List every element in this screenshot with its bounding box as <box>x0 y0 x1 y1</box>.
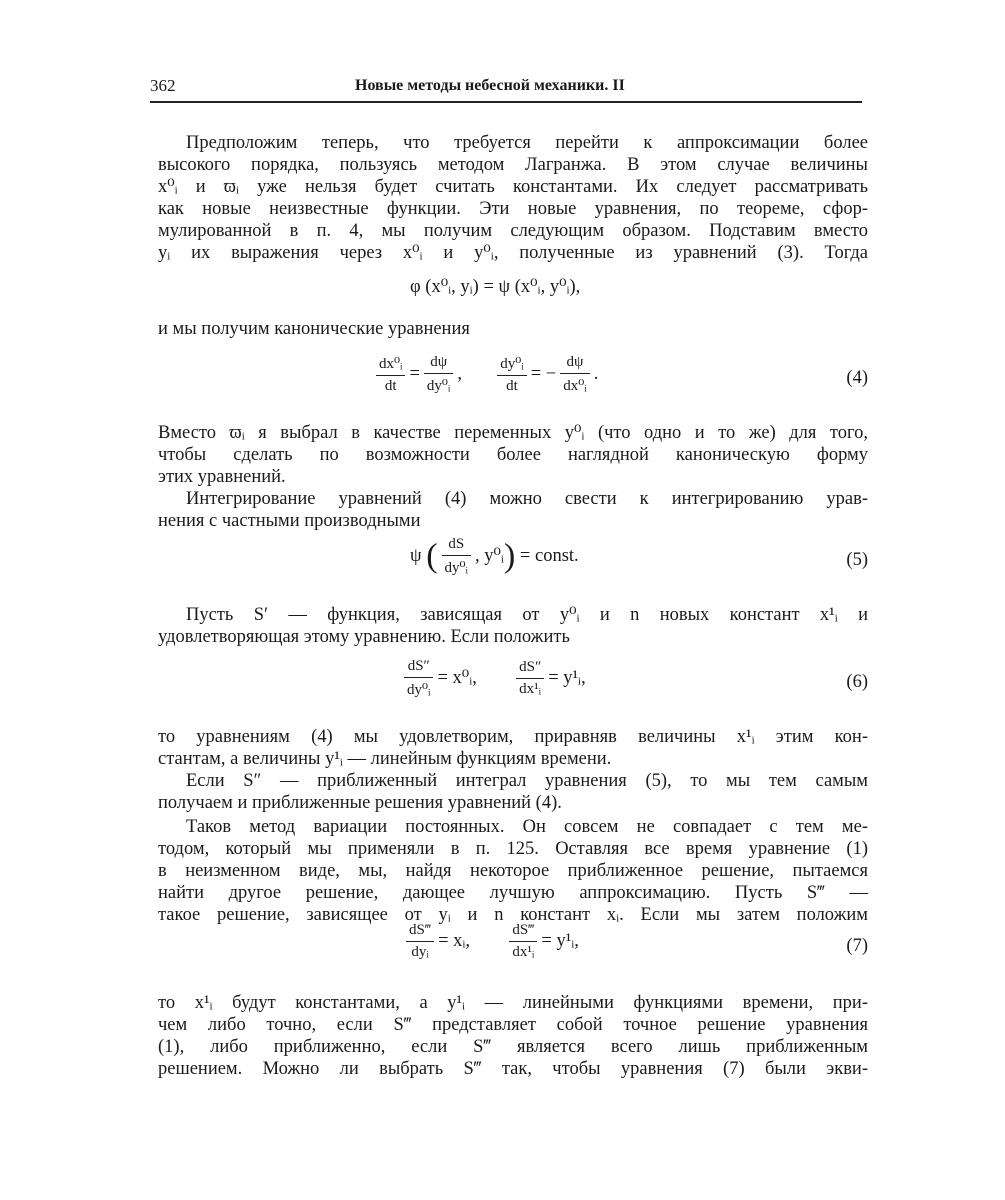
para8-line: (1), либо приближенно, если S‴ является всего лишь приближенным <box>158 1037 868 1057</box>
para6-line: Если S″ — приближенный интеграл уравнения (5), то мы тем самым <box>186 771 868 791</box>
equation-phi: φ (x⁰ᵢ, yᵢ) = ψ (x⁰ᵢ, y⁰ᵢ), <box>410 277 581 297</box>
page-number: 362 <box>150 76 176 95</box>
fraction: $\frac{\text{dx⁰ᵢ}}{dt}$ <box>376 354 405 395</box>
para1-line: x⁰ᵢ и ϖᵢ уже нельзя будет считать константами. Их следует рассматривать <box>158 177 868 197</box>
page-header <box>150 76 862 100</box>
para7-line: в неизменном виде, мы, найдя некоторое приближенное решение, пытаемся <box>158 861 868 881</box>
fraction: $\frac{dS‴}{\text{dyᵢ}}$ <box>406 922 434 961</box>
fraction: $\frac{dS''}{\text{dy⁰ᵢ}}$ <box>404 658 433 699</box>
para8-line: то x¹ᵢ будут константами, а y¹ᵢ — линейными функциями времени, при- <box>158 993 868 1013</box>
para7-line: тодом, который мы применяли в п. 125. Оставляя все время уравнение (1) <box>158 839 868 859</box>
para4-line: удовлетворяющая этому уравнению. Если положить <box>158 627 570 647</box>
para3-line: нения с частными производными <box>158 511 421 531</box>
para6-line: получаем и приближенные решения уравнений (4). <box>158 793 562 813</box>
para2-line: этих уравнений. <box>158 467 286 487</box>
para8-line: чем либо точно, если S‴ представляет собой точное решение уравнения <box>158 1015 868 1035</box>
equation-number: (5) <box>846 550 868 570</box>
fraction: $\frac{d\psi}{\text{dx⁰ᵢ}}$ <box>560 354 589 395</box>
para4-line: Пусть S′ — функция, зависящая от y⁰ᵢ и n новых констант x¹ᵢ и <box>186 605 868 625</box>
canonical-line: и мы получим канонические уравнения <box>158 319 470 339</box>
para7-line: найти другое решение, дающее лучшую аппроксимацию. Пусть S‴ — <box>158 883 868 903</box>
para5-line: то уравнениям (4) мы удовлетворим, приравняв величины x¹ᵢ этим кон- <box>158 727 868 747</box>
equation-7: $\frac{dS‴}{\text{dyᵢ}}$ = xᵢ, $\frac{dS‴}{\text{dx¹ᵢ}}$ = y¹ᵢ, <box>402 922 579 961</box>
equation-5: ψ ( $\frac{dS}{\text{dy⁰ᵢ}}$ , y⁰ᵢ) = const. <box>410 536 579 576</box>
para3-line: Интегрирование уравнений (4) можно свести к интегрированию урав- <box>186 489 868 509</box>
fraction: $\frac{dS‴}{\text{dx¹ᵢ}}$ <box>509 922 537 961</box>
running-head: Новые методы небесной механики. II <box>355 77 625 94</box>
fraction: $\frac{dS''}{\text{dx¹ᵢ}}$ <box>516 659 544 698</box>
header-rule <box>150 101 862 103</box>
equation-number: (4) <box>846 368 868 388</box>
para2-line: чтобы сделать по возможности более наглядной каноническую форму <box>158 445 868 465</box>
para1-line: высокого порядка, пользуясь методом Лагранжа. В этом случае величины <box>158 155 868 175</box>
para1-line: мулированной в п. 4, мы получим следующим образом. Подставим вместо <box>158 221 868 241</box>
equation-number: (6) <box>846 672 868 692</box>
para1-line: Предположим теперь, что требуется перейти к аппроксимации более <box>186 133 868 153</box>
equation-4: $\frac{\text{dx⁰ᵢ}}{dt}$ = $\frac{d\psi}{\text{dy⁰ᵢ}}$ , $\frac{\text{dy⁰ᵢ}}{dt}$ = − $\frac{d\psi}{\text{dx⁰ᵢ}}$ . <box>372 354 598 395</box>
para1-line: как новые неизвестные функции. Эти новые уравнения, по теореме, сфор- <box>158 199 868 219</box>
para5-line: стантам, а величины y¹ᵢ — линейным функциям времени. <box>158 749 612 769</box>
fraction: $\frac{dS}{\text{dy⁰ᵢ}}$ <box>442 536 471 577</box>
para2-line: Вместо ϖᵢ я выбрал в качестве переменных y⁰ᵢ (что одно и то же) для того, <box>158 423 868 443</box>
fraction: $\frac{d\psi}{\text{dy⁰ᵢ}}$ <box>424 354 453 395</box>
para8-line: решением. Можно ли выбрать S‴ так, чтобы уравнения (7) были экви- <box>158 1059 868 1079</box>
fraction: $\frac{\text{dy⁰ᵢ}}{dt}$ <box>497 354 526 395</box>
para1-line: yᵢ их выражения через x⁰ᵢ и y⁰ᵢ, полученные из уравнений (3). Тогда <box>158 243 868 263</box>
equation-6: $\frac{dS''}{\text{dy⁰ᵢ}}$ = x⁰ᵢ, $\frac{dS''}{\text{dx¹ᵢ}}$ = y¹ᵢ, <box>400 658 586 699</box>
para7-line: Таков метод вариации постоянных. Он совсем не совпадает с тем ме- <box>186 817 868 837</box>
para7-line: такое решение, зависящее от yᵢ и n констант xᵢ. Если мы затем положим <box>158 905 868 925</box>
equation-number: (7) <box>846 936 868 956</box>
